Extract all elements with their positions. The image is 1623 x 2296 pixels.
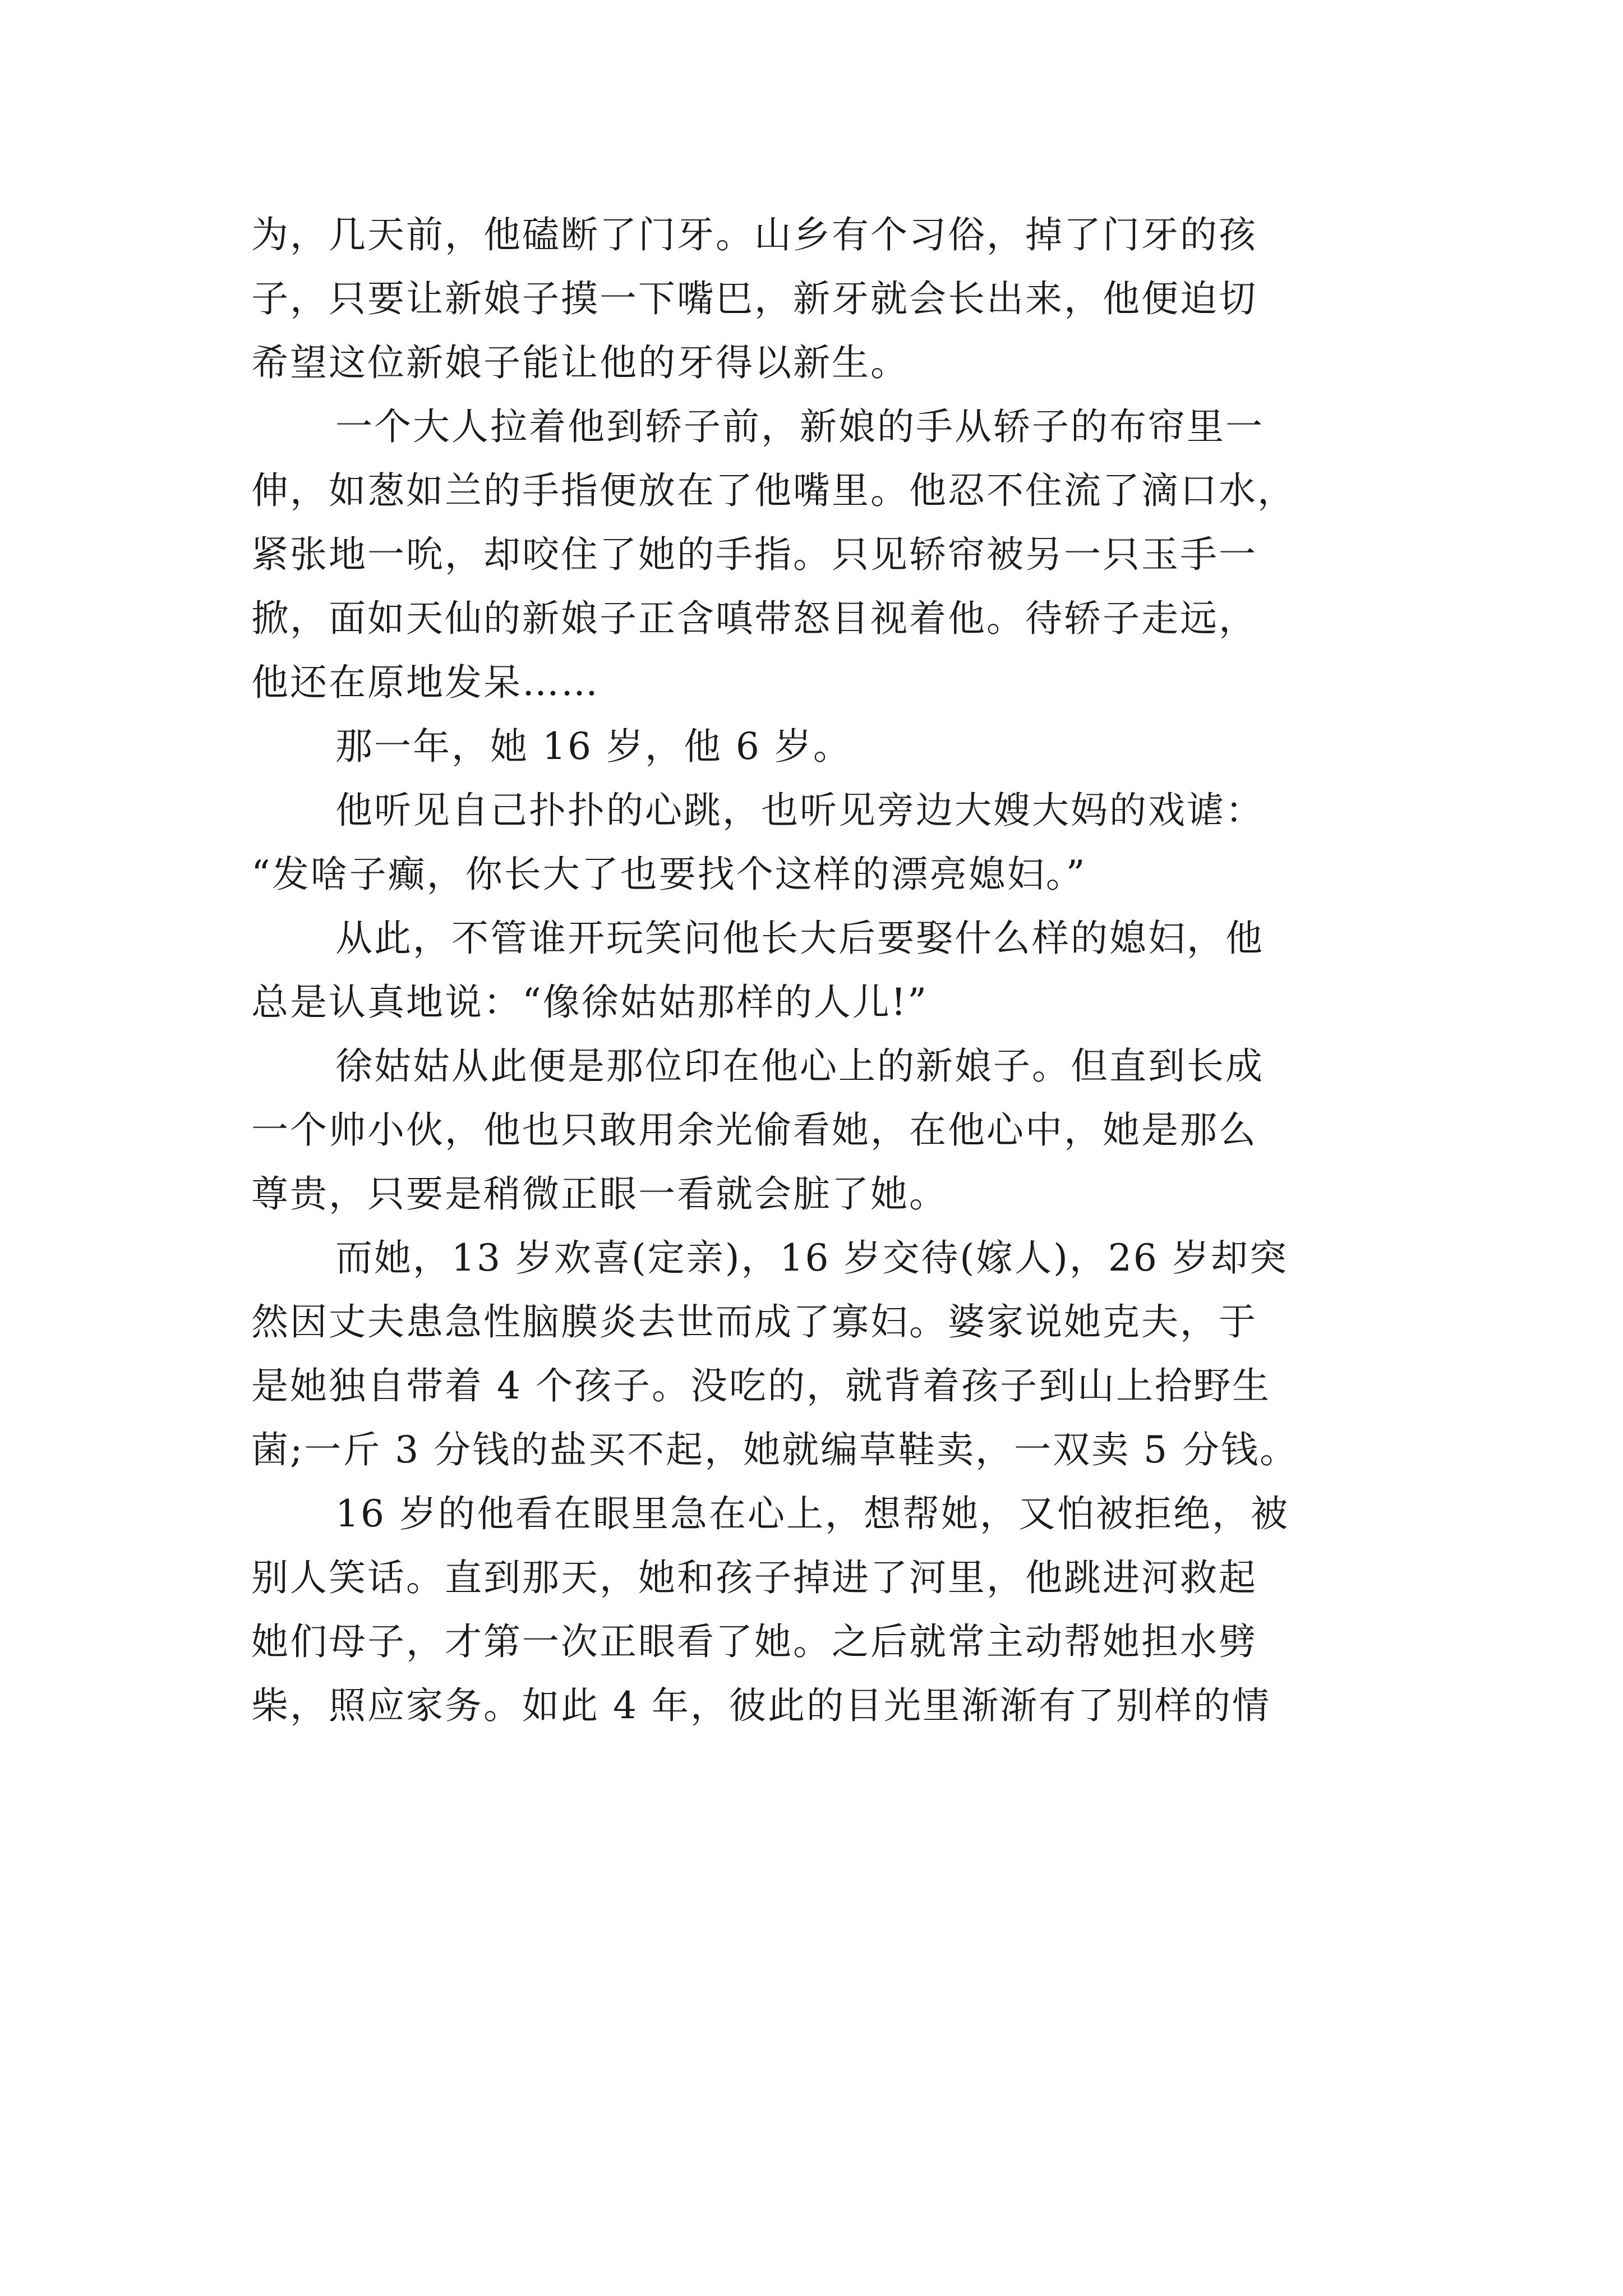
- text-line: 从此，不管谁开玩笑问他长大后要娶什么样的媳妇，他: [335, 917, 1264, 960]
- text-line: 而她，13 岁欢喜(定亲)，16 岁交待(嫁人)，26 岁却突: [335, 1236, 1288, 1280]
- text-line: 他还在原地发呆……: [251, 661, 600, 704]
- text-line: 掀，面如天仙的新娘子正含嗔带怒目视着他。待轿子走远，: [251, 597, 1257, 640]
- paragraph: [251, 203, 1378, 395]
- text-line: 紧张地一吮，却咬住了她的手指。只见轿帘被另一只玉手一: [251, 533, 1257, 576]
- paragraph: [251, 907, 1378, 1034]
- text-line: 然因丈夫患急性脑膜炎去世而成了寡妇。婆家说她克夫，于: [251, 1300, 1257, 1343]
- paragraph: [251, 1482, 1378, 1738]
- text-line: 16 岁的他看在眼里急在心上，想帮她，又怕被拒绝，被: [335, 1492, 1289, 1535]
- text-line: 一个帅小伙，他也只敢用余光偷看她，在他心中，她是那么: [251, 1108, 1257, 1152]
- paragraph: [251, 715, 1378, 779]
- text-line: 柴，照应家务。如此 4 年，彼此的目光里渐渐有了别样的情: [251, 1684, 1271, 1727]
- text-line: 总是认真地说：“像徐姑姑那样的人儿!”: [251, 981, 929, 1024]
- text-line: 希望这位新娘子能让他的牙得以新生。: [251, 341, 909, 384]
- text-line: “发啥子癫，你长大了也要找个这样的漂亮媳妇。”: [251, 853, 1087, 896]
- paragraph: [251, 1034, 1378, 1226]
- paragraph: [251, 1226, 1378, 1482]
- text-line: 那一年，她 16 岁，他 6 岁。: [335, 725, 852, 768]
- text-line: 为，几天前，他磕断了门牙。山乡有个习俗，掉了门牙的孩: [251, 213, 1257, 256]
- text-line: 徐姑姑从此便是那位印在他心上的新娘子。但直到长成: [335, 1045, 1264, 1088]
- text-line: 一个大人拉着他到轿子前，新娘的手从轿子的布帘里一: [335, 405, 1264, 448]
- text-line: 尊贵，只要是稍微正眼一看就会脏了她。: [251, 1172, 948, 1216]
- text-line: 别人笑话。直到那天，她和孩子掉进了河里，他跳进河救起: [251, 1556, 1257, 1599]
- text-line: 子，只要让新娘子摸一下嘴巴，新牙就会长出来，他便迫切: [251, 277, 1257, 320]
- paragraph: [251, 395, 1378, 715]
- body-text: [251, 203, 1378, 1738]
- text-line: 是她独自带着 4 个孩子。没吃的，就背着孩子到山上拾野生: [251, 1364, 1271, 1407]
- text-line: 他听见自己扑扑的心跳，也听见旁边大嫂大妈的戏谑：: [335, 789, 1264, 832]
- paragraph: [251, 779, 1378, 907]
- text-line: 伸，如葱如兰的手指便放在了他嘴里。他忍不住流了滴口水，: [251, 469, 1296, 512]
- text-line: 她们母子，才第一次正眼看了她。之后就常主动帮她担水劈: [251, 1620, 1257, 1663]
- text-line: 菌;一斤 3 分钱的盐买不起，她就编草鞋卖，一双卖 5 分钱。: [251, 1428, 1299, 1471]
